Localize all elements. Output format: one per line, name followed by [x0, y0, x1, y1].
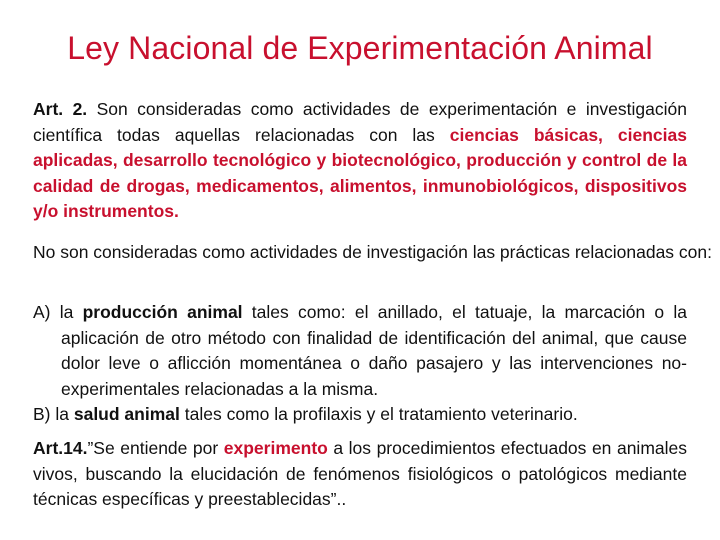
- article-2-text: Son consideradas como actividades de experimentación e investigación científica todas aquellas relacionadas con las: [33, 99, 687, 145]
- item-a-text: tales como: el anillado, el tatuaje, la marcación o la aplicación de otro método con finalidad de identificación del animal, que cause dolor leve o aflicción momentánea o daño pasajero y las intervenciones no-experimentales relacionadas a la misma.: [61, 302, 687, 399]
- article-14-highlight: experimento: [223, 438, 328, 458]
- page-title: Ley Nacional de Experimentación Animal: [67, 30, 653, 66]
- item-b-bold: salud animal: [73, 404, 180, 424]
- article-14-text-after: a los procedimientos efectuados en animales vivos, buscando la elucidación de fenómenos fisiológicos o patológicos mediante técnicas específicas y preestablecidas”..: [33, 438, 687, 509]
- article-14-text-before: ”Se entiende por: [87, 438, 224, 458]
- exclusion-item-b: [33, 402, 687, 428]
- article-14-paragraph: [33, 436, 687, 513]
- item-a-prefix: A) la: [33, 302, 83, 322]
- article-2-highlight: ciencias básicas, ciencias aplicadas, desarrollo tecnológico y biotecnológico, producción y control de la calidad de drogas, medicamentos, alimentos, inmunobiológicos, dispositivos y/o instrumentos.: [33, 124, 687, 221]
- exclusion-item-a: [33, 300, 687, 402]
- article-14-label: Art.14.: [33, 438, 88, 458]
- item-a-bold: producción animal: [82, 302, 243, 322]
- article-2-label: Art. 2.: [33, 99, 88, 119]
- exclusion-intro: No son consideradas como actividades de investigación las prácticas relacionadas con:: [33, 242, 712, 262]
- exclusion-list: [33, 300, 687, 428]
- item-b-text: tales como la profilaxis y el tratamiento veterinario.: [179, 404, 578, 424]
- article-2-paragraph: [33, 97, 687, 225]
- item-b-prefix: B) la: [33, 404, 74, 424]
